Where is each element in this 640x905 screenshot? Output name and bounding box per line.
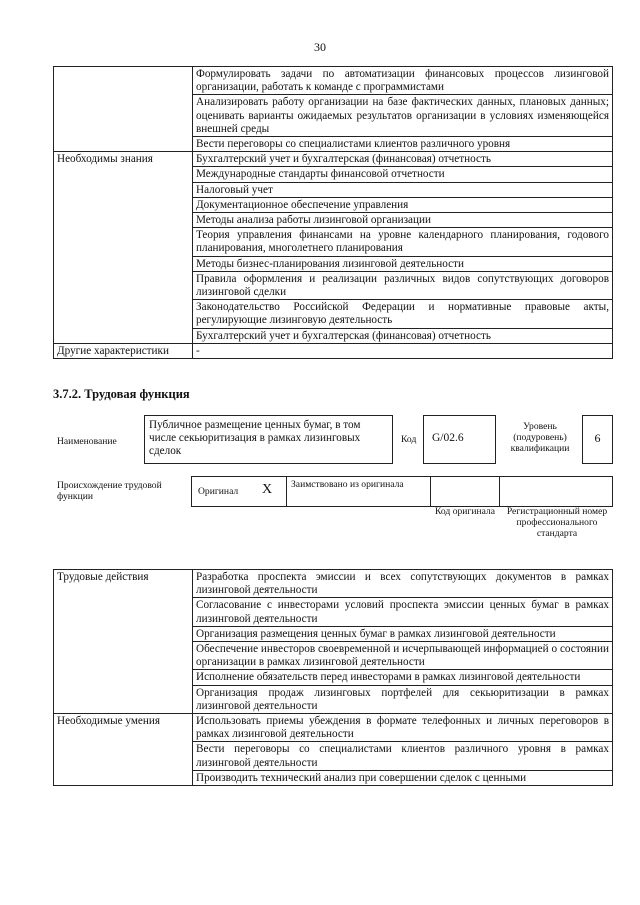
section-heading: 3.7.2. Трудовая функция <box>53 387 190 401</box>
row-item-cell: Вести переговоры со специалистами клиентов различного уровня <box>193 137 613 152</box>
borrowed-box <box>286 476 431 507</box>
row-item-cell: Использовать приемы убеждения в формате телефонных и личных переговоров в рамках лизинговой деятельности <box>193 714 613 742</box>
row-item-cell: Бухгалтерский учет и бухгалтерская (финансовая) отчетность <box>193 152 613 167</box>
row-label-cell: Необходимые умения <box>54 714 193 786</box>
table-row <box>54 343 613 358</box>
code-original-caption: Код оригинала <box>434 506 496 517</box>
reg-number-caption: Регистрационный номер профессионального стандарта <box>506 506 608 539</box>
row-item-cell: Производить технический анализ при совершении сделок с ценными <box>193 770 613 785</box>
row-item-cell: Методы анализа работы лизинговой организации <box>193 213 613 228</box>
competency-table-top <box>53 66 613 359</box>
table-row <box>54 152 613 167</box>
row-item-cell: Организация продаж лизинговых портфелей для секьюритизации в рамках лизинговой деятельности <box>193 685 613 713</box>
row-item-cell: Исполнение обязательств перед инвесторами в рамках лизинговой деятельности <box>193 670 613 685</box>
reg-number-box <box>499 476 613 507</box>
competency-table-bottom <box>53 569 613 786</box>
code-value: G/02.6 <box>432 432 464 444</box>
row-item-cell: Законодательство Российской Федерации и нормативные правовые акты, регулирующие лизинговую деятельность <box>193 300 613 328</box>
row-item-cell: Документационное обеспечение управления <box>193 197 613 212</box>
function-name-value: Публичное размещение ценных бумаг, в том числе секьюритизация в рамках лизинговых сделок <box>149 419 361 458</box>
row-item-cell: Формулировать задачи по автоматизации финансовых процессов лизинговой организации, работать к команде с программистами <box>193 67 613 95</box>
row-item-cell: Анализировать работу организации на базе фактических данных, плановых данных; оценивать варианты ожидаемых результатов организации в условиях изменяющейся внешней среды <box>193 95 613 137</box>
function-name-box <box>144 415 393 464</box>
level-value: 6 <box>594 431 601 445</box>
origin-label: Происхождение трудовой функции <box>57 480 162 502</box>
borrowed-label: Заимствовано из оригинала <box>291 479 404 490</box>
original-mark: X <box>262 482 273 497</box>
row-item-cell: - <box>193 343 613 358</box>
level-box <box>582 415 613 464</box>
row-item-cell: Теория управления финансами на уровне календарного планирования, годового планирования, многолетнего планирования <box>193 228 613 256</box>
row-item-cell: Согласование с инвесторами условий проспекта эмиссии ценных бумаг в рамках лизинговой деятельности <box>193 598 613 626</box>
row-item-cell: Вести переговоры со специалистами клиентов различного уровня в рамках лизинговой деятельности <box>193 742 613 770</box>
code-label: Код <box>401 434 417 445</box>
row-label-cell: Трудовые действия <box>54 570 193 714</box>
row-item-cell: Налоговый учет <box>193 182 613 197</box>
row-label-cell <box>54 67 193 152</box>
table-row <box>54 570 613 598</box>
page-number: 30 <box>314 40 326 54</box>
table-row <box>54 714 613 742</box>
row-label-cell: Другие характеристики <box>54 343 193 358</box>
row-item-cell: Бухгалтерский учет и бухгалтерская (финансовая) отчетность <box>193 328 613 343</box>
level-label: Уровень (подуровень) квалификации <box>510 421 570 454</box>
code-box <box>423 415 496 464</box>
original-box <box>191 476 287 507</box>
row-item-cell: Международные стандарты финансовой отчетности <box>193 167 613 182</box>
row-item-cell: Организация размещения ценных бумаг в рамках лизинговой деятельности <box>193 626 613 641</box>
row-item-cell: Методы бизнес-планирования лизинговой деятельности <box>193 256 613 271</box>
code-original-box <box>430 476 500 507</box>
table-row <box>54 67 613 95</box>
row-item-cell: Обеспечение инвесторов своевременной и исчерпывающей информацией о состоянии организации в рамках лизинговой деятельности <box>193 642 613 670</box>
name-label: Наименование <box>57 436 117 447</box>
row-item-cell: Разработка проспекта эмиссии и всех сопутствующих документов в рамках лизинговой деятельности <box>193 570 613 598</box>
original-label: Оригинал <box>198 486 239 497</box>
row-item-cell: Правила оформления и реализации различных видов сопутствующих договоров лизинговой сделки <box>193 271 613 299</box>
row-label-cell: Необходимы знания <box>54 152 193 344</box>
